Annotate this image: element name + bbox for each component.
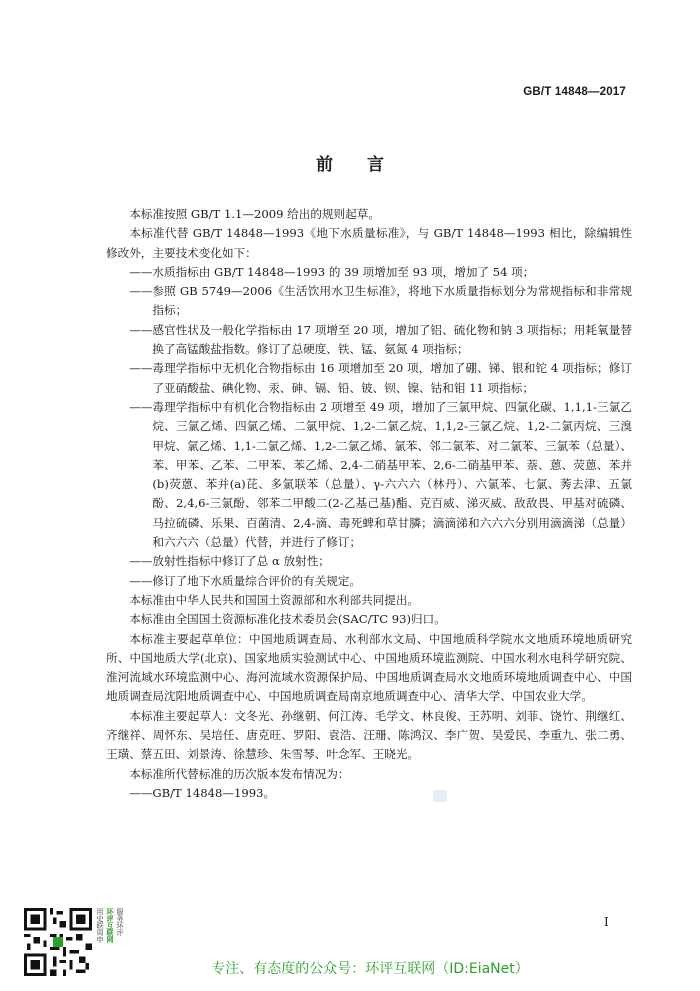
list-item bbox=[106, 784, 632, 803]
dash: —— bbox=[129, 399, 153, 414]
list-item-text: 参照 GB 5749—2006《生活饮用水卫生标准》，将地下水质量指标划分为常规指标和非常规指标； bbox=[152, 284, 632, 318]
paragraph-drafting-rules: 本标准按照 GB/T 1.1—2009 给出的规则起草。 bbox=[129, 207, 380, 221]
list-item-text: 毒理学指标中无机化合物指标由 16 项增加至 20 项，增加了硼、锑、银和铊 4 项指标；修订了亚硝酸盐、碘化物、汞、砷、镉、铅、铍、钡、镍、钴和钼 11 项指标； bbox=[152, 361, 632, 395]
list-item-text: 感官性状及一般化学指标由 17 项增至 20 项，增加了铝、硫化物和钠 3 项指标；用耗氧量替换了高锰酸盐指数。修订了总硬度、铁、锰、氨氮 4 项指标； bbox=[152, 322, 632, 357]
paragraph-replacement: 本标准代替 GB/T 14848—1993《地下水质量标准》，与 GB/T 14848—1993 相比，除编辑性修改外，主要技术变化如下： bbox=[106, 226, 632, 260]
dash: —— bbox=[129, 264, 153, 279]
list-item-text: 毒理学指标中有机化合物指标由 2 项增至 49 项，增加了三氯甲烷、四氯化碳、1,1,1-三氯乙烷、三氯乙烯、四氯乙烯、二氯甲烷、1,2-二氯乙烷、1,1,2-三氯乙烷、1,2-二氯丙烷、三溴甲烷、氯乙烯、1,1-二氯乙烯、1,2-二氯乙烯、氯苯、邻二氯苯、对二氯苯、三氯苯（总量）、苯、甲苯、乙苯、二甲苯、苯乙烯、2,4-二硝基甲苯、2,6-二硝基甲苯、萘、蒽、荧蒽、苯并(b)荧蒽、苯并(a)芘、多氯联苯（总量）、γ-六六六（林丹）、六氯苯、七氯、莠去津、五氯酚、2,4,6-三氯酚、邻苯二甲酸二(2-乙基己基)酯、克百威、涕灭威、敌敌畏、甲基对硫磷、马拉硫磷、乐果、百菌清、2,4-滴、毒死蜱和草甘膦；滴滴涕和六六六分别用滴滴涕（总量）和六六六（总量）代替，并进行了修订； bbox=[152, 399, 632, 550]
qr-brand-line2: 环评互联网 bbox=[106, 908, 114, 943]
paragraph-committee: 本标准由全国国土资源标准化技术委员会(SAC/TC 93)归口。 bbox=[129, 612, 446, 627]
dash: —— bbox=[129, 554, 153, 569]
list-item-text: GB/T 14848—1993。 bbox=[152, 785, 276, 800]
qr-brand-line1: 用史联周申 bbox=[96, 908, 104, 943]
list-item bbox=[106, 359, 632, 398]
dash: —— bbox=[129, 785, 153, 800]
page-number: I bbox=[604, 915, 609, 929]
list-item bbox=[106, 552, 632, 571]
foreword-body bbox=[106, 205, 632, 803]
list-item bbox=[106, 398, 632, 552]
paragraph-proposer: 本标准由中华人民共和国国土资源部和水利部共同提出。 bbox=[129, 592, 420, 607]
paragraph-drafters: 本标准主要起草人：文冬光、孙继朝、何江涛、毛学文、林良俊、王苏明、刘菲、饶竹、荆继红、齐继祥、周怀东、吴培任、唐克旺、罗阳、袁浩、汪珊、陈鸿汉、李广贺、吴爱民、李重九、张二勇、王璜、蔡五田、刘景涛、徐慧珍、朱雪琴、叶念军、王晓光。 bbox=[106, 708, 632, 762]
list-item bbox=[106, 263, 632, 282]
standard-code: GB/T 14848—2017 bbox=[523, 86, 626, 98]
qr-brand-line3: 服务环评 bbox=[116, 908, 124, 936]
list-item bbox=[106, 572, 632, 591]
page-title: 前 言 bbox=[316, 155, 398, 175]
list-item bbox=[106, 282, 632, 321]
list-item bbox=[106, 321, 632, 360]
footer-watermark: 专注、有态度的公众号：环评互联网（ID:EiaNet） bbox=[211, 961, 529, 977]
scan-artifact bbox=[433, 790, 447, 802]
list-item-text: 修订了地下水质量综合评价的有关规定。 bbox=[152, 573, 362, 588]
dash: —— bbox=[129, 322, 153, 337]
list-item-text: 水质指标由 GB/T 14848—1993 的 39 项增加至 93 项，增加了 54 项； bbox=[152, 264, 535, 279]
paragraph-drafting-units: 本标准主要起草单位：中国地质调查局、水利部水文局、中国地质科学院水文地质环境地质研究所、中国地质大学(北京)、国家地质实验测试中心、中国地质环境监测院、中国水利水电科学研究院、淮河流域水环境监测中心、海河流域水资源保护局、中国地质调查局水文地质环境地质调查中心、中国地质调查局沈阳地质调查中心、中国地质调查局南京地质调查中心、清华大学、中国农业大学。 bbox=[106, 631, 632, 704]
paragraph-history: 本标准所代替标准的历次版本发布情况为： bbox=[129, 766, 350, 781]
dash: —— bbox=[129, 573, 153, 588]
dash: —— bbox=[129, 361, 153, 376]
list-item-text: 放射性指标中修订了总 α 放射性； bbox=[152, 554, 330, 569]
dash: —— bbox=[129, 284, 153, 299]
